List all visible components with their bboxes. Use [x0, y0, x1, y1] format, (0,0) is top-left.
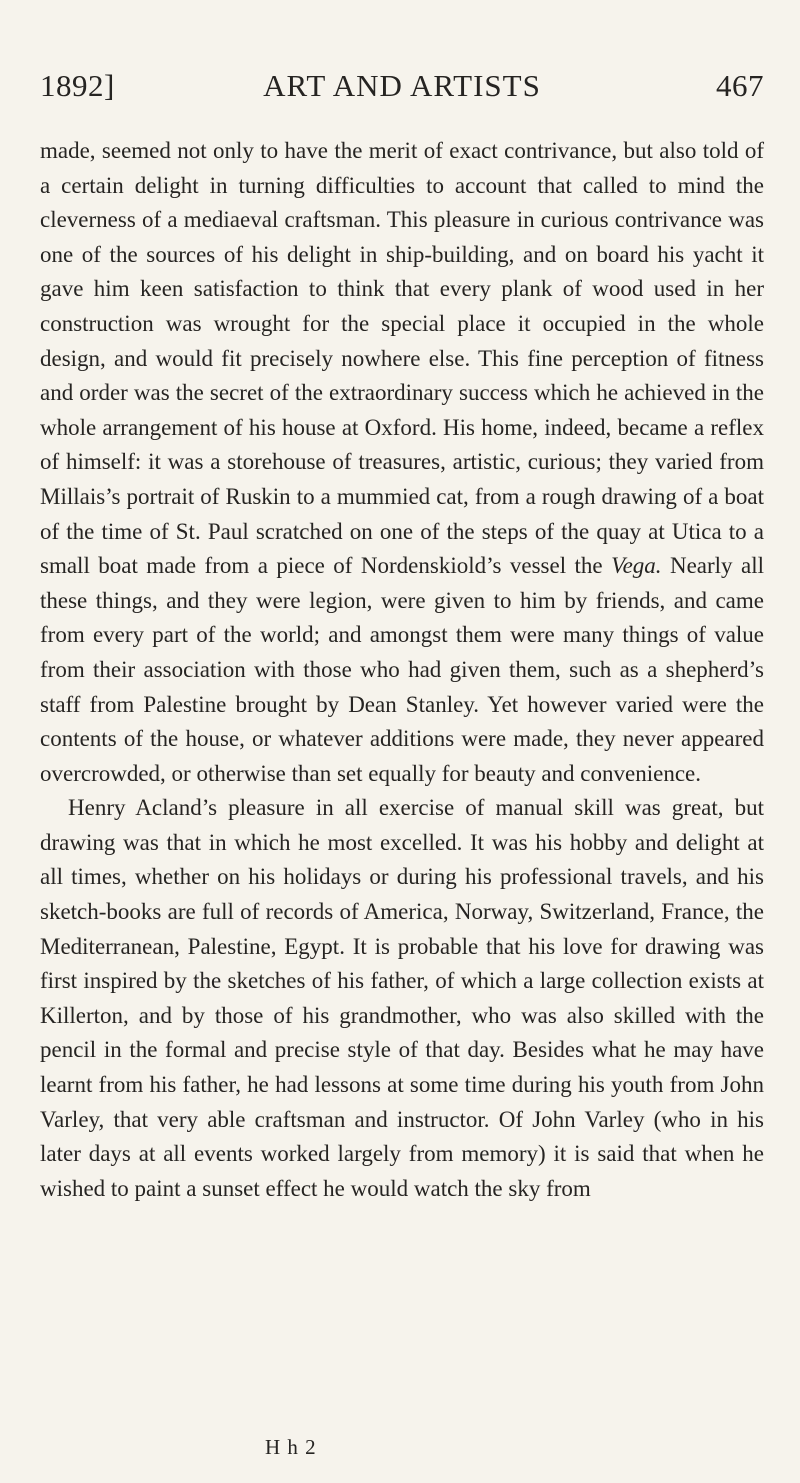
signature-mark	[40, 1432, 760, 1462]
paragraph-1-text-a: made, seemed not only to have the merit of exact contrivance, but also told of a certain delight in turning difficulties to account that called to mind the cleverness of a mediaeval craftsman. This pleasure in curious contrivance was one of the sources of his delight in ship-building, and on board his yacht it gave him keen satisfaction to think that every plank of wood used in her construction was wrought for the special place it occupied in the whole design, and would fit precisely nowhere else. This fine perception of fitness and order was the secret of the extraordinary success which he achieved in the whole arrangement of his house at Oxford. His home, indeed, became a reflex of himself: it was a storehouse of treasures, artistic, curious; they varied from Millais’s portrait of Ruskin to a mummied cat, from a rough drawing of a boat of the time of St. Paul scratched on one of the steps of the quay at Utica to a small boat made from a piece of Nordenskiold’s vessel the	[40, 138, 764, 579]
signature-mark-text: H h 2	[265, 1435, 317, 1459]
body-text	[40, 134, 764, 1206]
paragraph-1-text-b: Nearly all these things, and they were legion, were given to him by friends, and came from every part of the world; and amongst them were many things of value from their association with those who had given them, such as a shepherd’s staff from Palestine brought by Dean Stanley. Yet however varied were the contents of the house, or whatever additions were made, they never appeared overcrowded, or otherwise than set equally for beauty and convenience.	[40, 553, 764, 786]
running-head-year: 1892]	[40, 68, 115, 103]
paragraph-2: Henry Acland’s pleasure in all exercise of manual skill was great, but drawing was that in which he most excelled. It was his hobby and delight at all times, whether on his holidays or during his professional travels, and his sketch-books are full of records of America, Norway, Switzerland, France, the Mediterranean, Palestine, Egypt. It is probable that his love for drawing was first inspired by the sketches of his father, of which a large collection exists at Killerton, and by those of his grandmother, who was also skilled with the pencil in the formal and precise style of that day. Besides what he may have learnt from his father, he had lessons at some time during his youth from John Varley, that very able craftsman and instructor. Of John Varley (who in his later days at all events worked largely from memory) it is said that when he wished to paint a sunset effect he would watch the sky from	[40, 795, 764, 1201]
ship-name-vega: Vega.	[611, 553, 662, 579]
running-head	[40, 60, 764, 112]
book-page	[40, 60, 764, 1206]
running-head-title: ART AND ARTISTS	[263, 68, 541, 103]
paragraph-1	[40, 134, 764, 791]
page-number: 467	[716, 68, 764, 103]
